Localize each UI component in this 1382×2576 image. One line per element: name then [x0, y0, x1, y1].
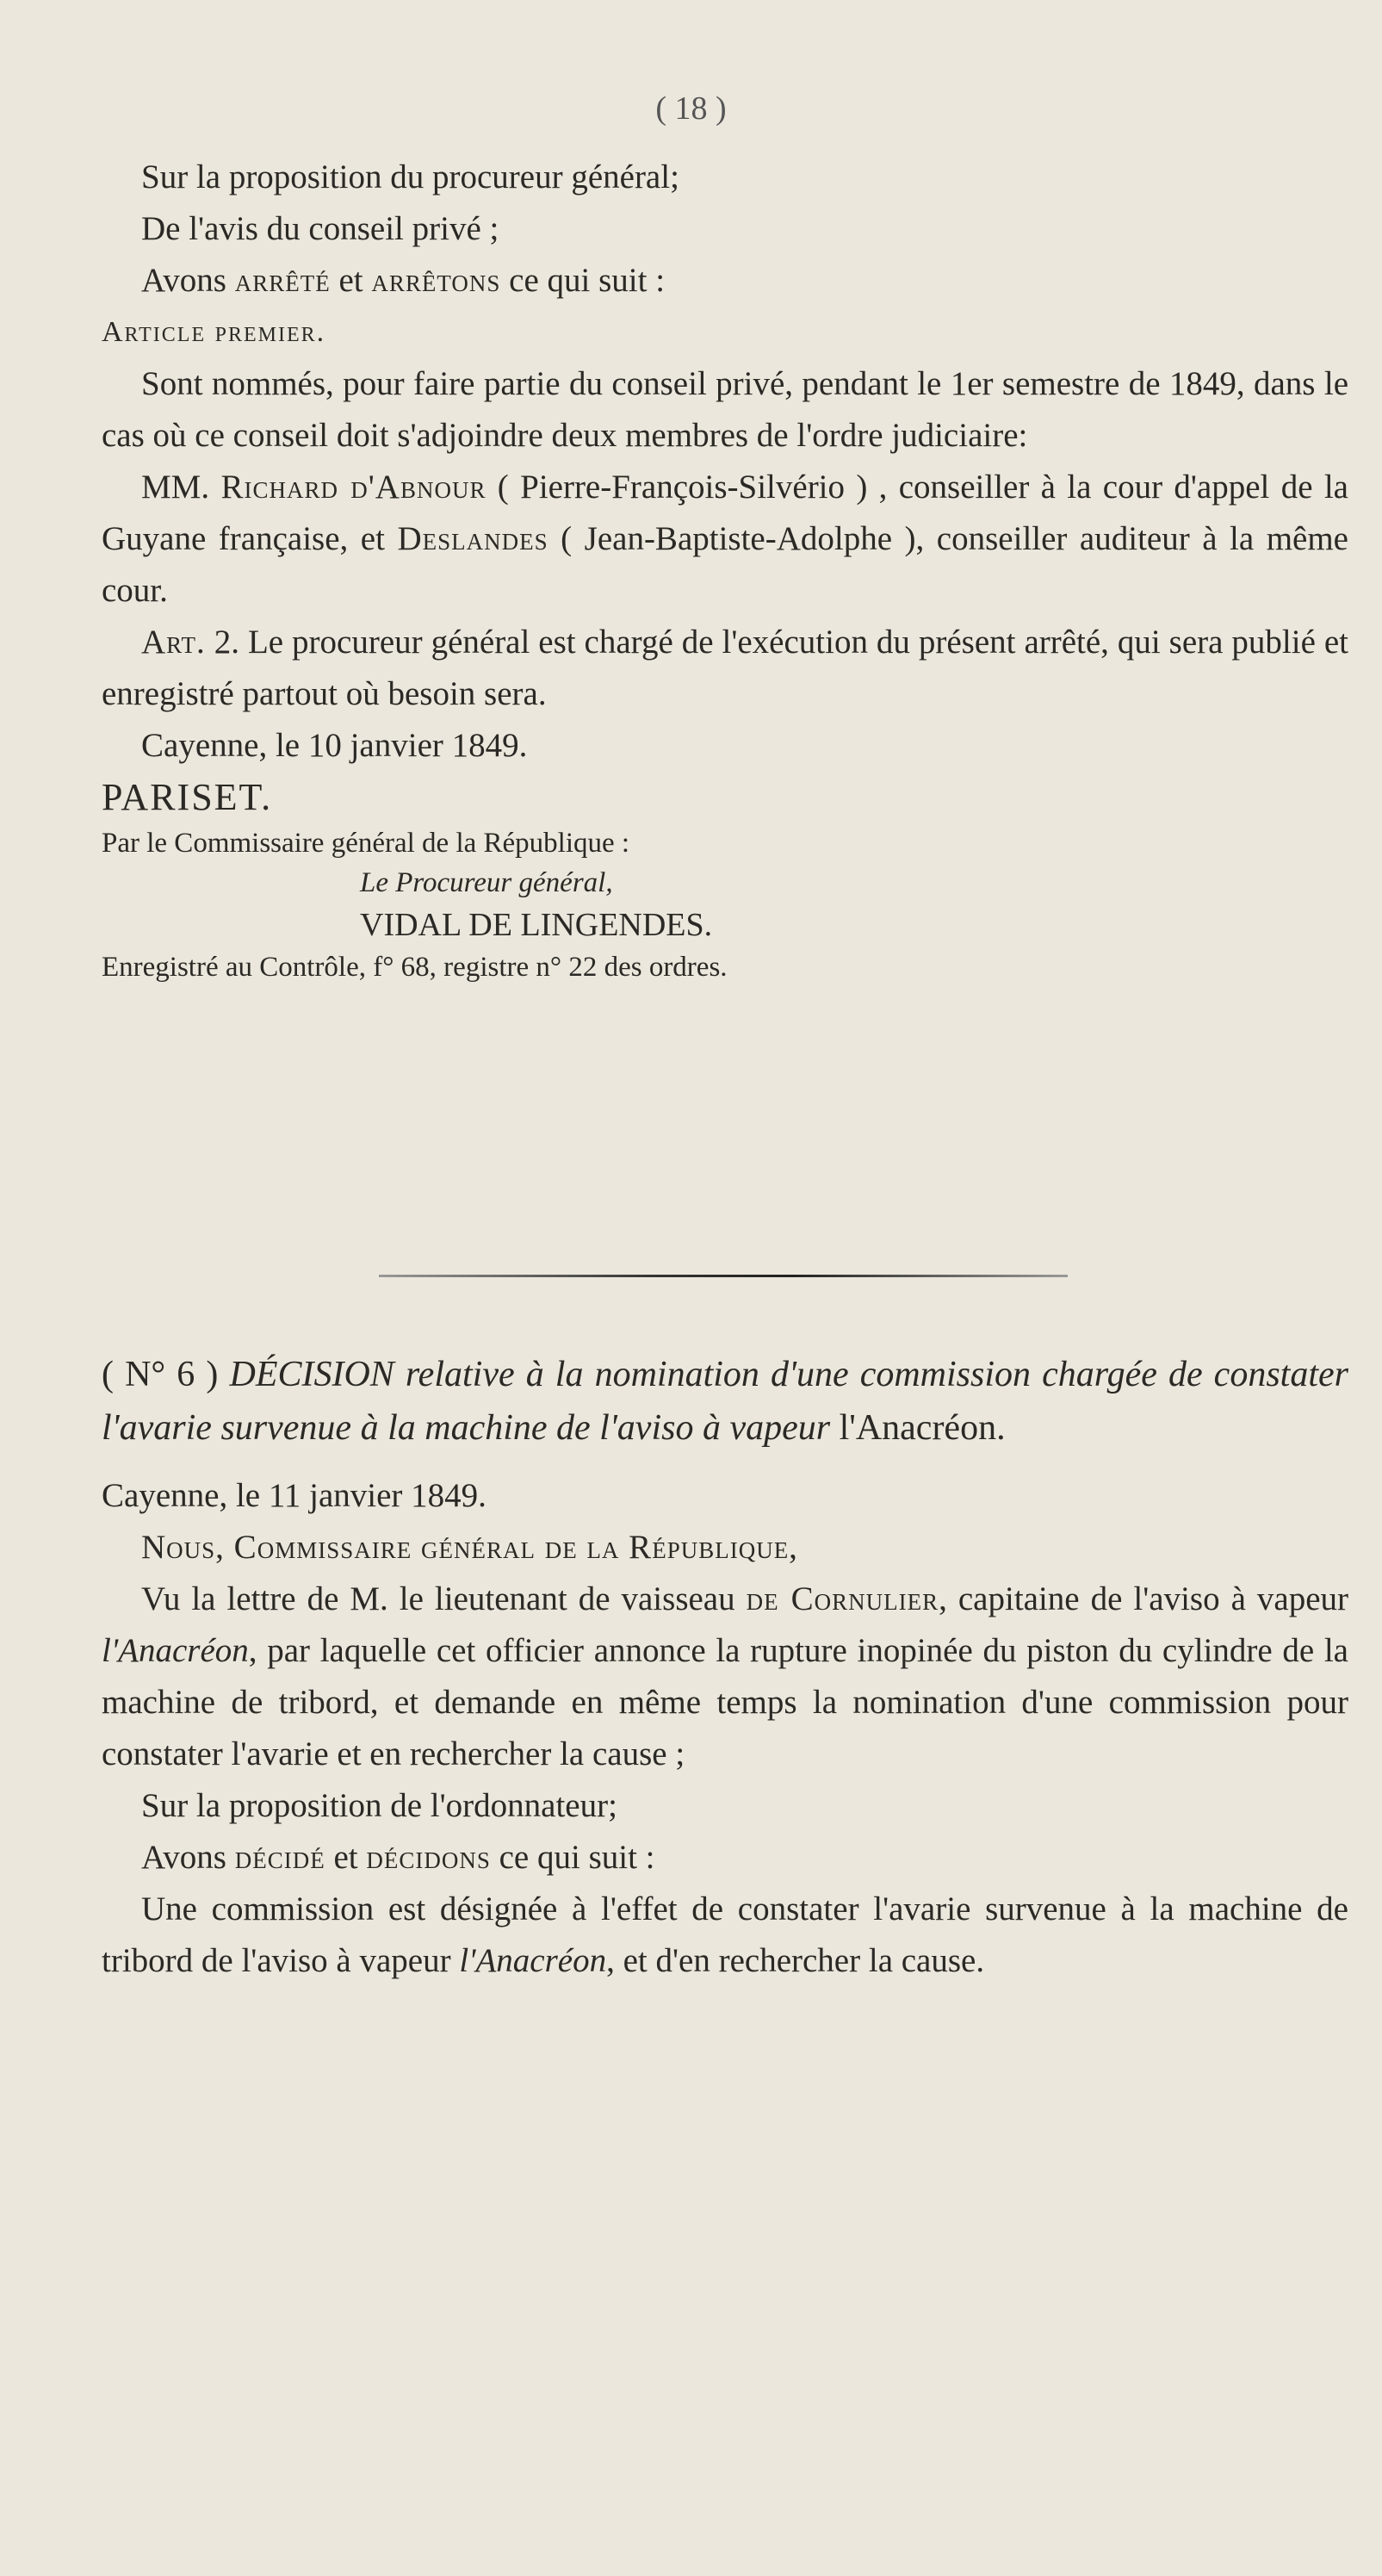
enregistrement-line: Enregistré au Contrôle, f° 68, registre n° 22 des ordres. [102, 952, 728, 983]
decision-number: ( N° 6 ) [102, 1355, 219, 1394]
place-date-1: Cayenne, le 10 janvier 1849. [141, 727, 528, 764]
page-number: ( 18 ) [655, 90, 727, 127]
proposition-line: Sur la proposition du procureur général; [141, 158, 679, 196]
nominees-text: MM. Richard d'Abnour ( Pierre-François-Silvério ) , conseiller à la cour d'appel de la Guyane française, et Deslandes ( Jean-Baptiste-Adolphe ), conseiller auditeur à la même cour. [102, 469, 1348, 609]
procureur-title: Le Procureur général, [360, 867, 613, 898]
nous-line: Nous, Commissaire général de la République, [141, 1529, 798, 1566]
procureur-name: VIDAL DE LINGENDES. [360, 907, 713, 943]
arrete-section [102, 152, 1348, 987]
article-heading: Article premier. [102, 316, 326, 348]
article-1-text: Sont nommés, pour faire partie du conseil privé, pendant le 1er semestre de 1849, dans le cas où ce conseil doit s'adjoindre deux membres de l'ordre judiciaire: [102, 365, 1348, 454]
sur-proposition-line: Sur la proposition de l'ordonnateur; [141, 1787, 617, 1824]
place-date-2: Cayenne, le 11 janvier 1849. [102, 1477, 486, 1514]
decision-section [102, 1348, 1348, 1987]
par-le-commissaire: Par le Commissaire général de la République : [102, 828, 630, 859]
avons-decide-line: Avons décidé et décidons ce qui suit : [141, 1839, 655, 1876]
avis-line: De l'avis du conseil privé ; [141, 210, 499, 247]
commission-paragraph: Une commission est désignée à l'effet de constater l'avarie survenue à la machine de tribord de l'aviso à vapeur l'Anacréon, et d'en rechercher la cause. [102, 1890, 1348, 1979]
vu-paragraph: Vu la lettre de M. le lieutenant de vaisseau de Cornulier, capitaine de l'aviso à vapeur l'Anacréon, par laquelle cet officier annonce la rupture inopinée du piston du cylindre de la machine de tribord, et demande en même temps la nomination d'une commission pour constater l'avarie et en rechercher la cause ; [102, 1580, 1349, 1772]
avons-arrete-line: Avons arrêté et arrêtons ce qui suit : [141, 262, 666, 299]
section-divider [379, 1275, 1068, 1277]
signature-pariset: PARISET. [102, 776, 273, 818]
decision-title: ( N° 6 ) DÉCISION relative à la nomination d'une commission chargée de constater l'avarie survenue à la machine de l'aviso à vapeur l'Anacréon. [102, 1355, 1348, 1448]
article-2-text: Art. 2. Le procureur général est chargé de l'exécution du présent arrêté, qui sera publié et enregistré partout où besoin sera. [102, 624, 1348, 712]
